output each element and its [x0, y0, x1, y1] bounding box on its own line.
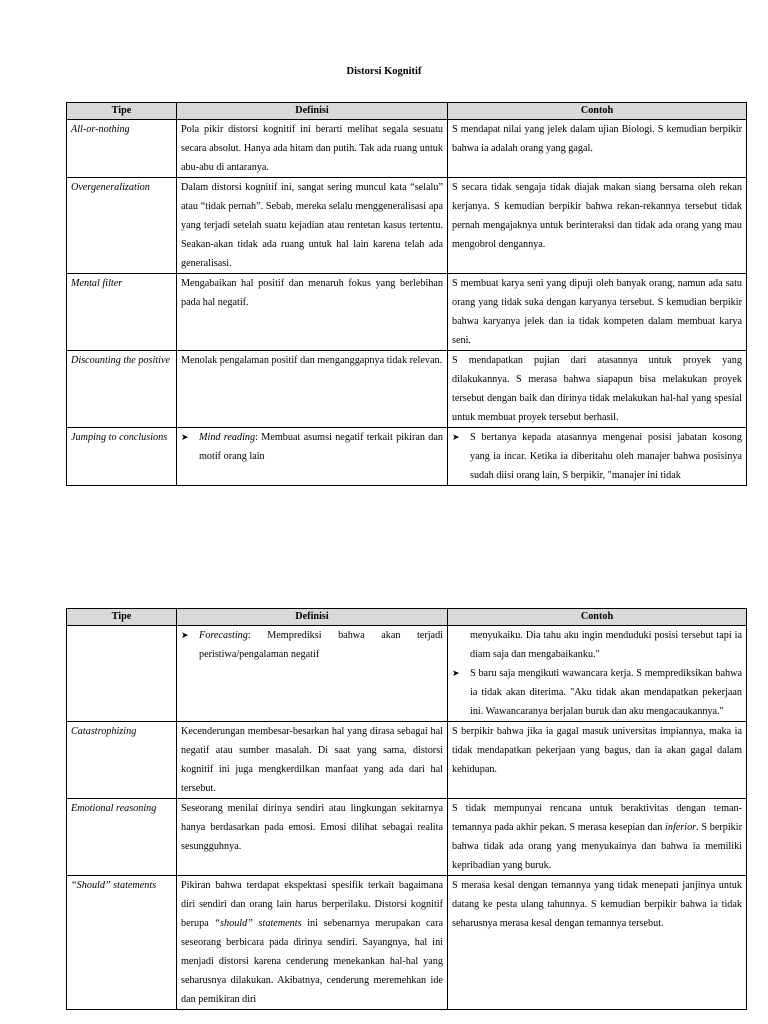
example-cell: S berpikir bahwa jika ia gagal masuk universitas impiannya, maka ia tidak mendapatkan pekerjaan yang bagus, dan ia akan gagal dalam kehidupan. — [448, 722, 747, 799]
table-row — [67, 274, 747, 351]
definition-text: Pikiran bahwa terdapat ekspektasi spesifik terkait bagaimana diri sendiri dan orang lain harus berperilaku. Distorsi kognitif berupa — [181, 880, 443, 929]
example-text: S tidak mempunyai rencana untuk beraktivitas dengan teman-temannya pada akhir pekan. S merasa kesepian dan — [452, 803, 742, 833]
type-cell: Overgeneralization — [67, 178, 177, 274]
header-example: Contoh — [448, 103, 747, 120]
definition-cell: Dalam distorsi kognitif ini, sangat sering muncul kata “selalu” atau “tidak pernah”. Sebab, mereka selalu menggeneralisasi apa yang terjadi setelah suatu kejadian atau rentetan kasus tertentu. Seakan-akan tidak ada ruang untuk hal lain karena telah ada generalisasi. — [177, 178, 448, 274]
type-cell: Discounting the positive — [67, 351, 177, 428]
definition-cell — [177, 428, 448, 486]
definition-cell: Seseorang menilai dirinya sendiri atau lingkungan sekitarnya hanya berdasarkan pada emosi. Emosi dilihat sebagai realita sesungguhnya. — [177, 799, 448, 876]
bullet-text: S bertanya kepada atasannya mengenai posisi jabatan kosong yang ia incar. Ketika ia diberitahu oleh manajer bahwa posisinya sudah diisi orang lain, S berpikir, "manajer ini tidak — [470, 432, 742, 481]
arrowhead-bullet-icon: ➤ — [452, 668, 460, 678]
bullet-text: : Memprediksi bahwa akan terjadi peristiwa/pengalaman negatif — [199, 630, 443, 660]
example-cell: S membuat karya seni yang dipuji oleh banyak orang, namun ada satu orang yang tidak suka dengan karyanya tersebut. S kemudian berpikir bahwa karyanya jelek dan ia tidak kompeten dalam membuat karya seni. — [448, 274, 747, 351]
arrowhead-bullet-icon: ➤ — [181, 630, 189, 640]
type-cell: “Should” statements — [67, 876, 177, 1010]
arrowhead-bullet-icon: ➤ — [452, 432, 460, 442]
definition-cell: Pola pikir distorsi kognitif ini berarti melihat segala sesuatu secara absolut. Hanya ada hitam dan putih. Tak ada ruang untuk abu-abu di antaranya. — [177, 120, 448, 178]
table-row — [67, 178, 747, 274]
example-term: inferior — [665, 822, 697, 833]
type-cell: Emotional reasoning — [67, 799, 177, 876]
type-cell: Jumping to conclusions — [67, 428, 177, 486]
header-definition: Definisi — [177, 609, 448, 626]
definition-cell — [177, 876, 448, 1010]
definition-cell — [177, 626, 448, 722]
bullet-item — [181, 428, 443, 466]
definition-cell: Menolak pengalaman positif dan menganggapnya tidak relevan. — [177, 351, 448, 428]
document-title: Distorsi Kognitif — [346, 66, 422, 77]
example-cell — [448, 428, 747, 486]
type-cell: Catastrophizing — [67, 722, 177, 799]
type-cell: All-or-nothing — [67, 120, 177, 178]
table-row — [67, 626, 747, 722]
bullet-item — [452, 664, 742, 721]
distortion-table-page-1 — [66, 102, 747, 486]
header-definition: Definisi — [177, 103, 448, 120]
bullet-term: Forecasting — [199, 630, 248, 641]
header-example: Contoh — [448, 609, 747, 626]
header-type: Tipe — [67, 609, 177, 626]
bullet-item — [452, 428, 742, 485]
table-row — [67, 351, 747, 428]
arrowhead-bullet-icon: ➤ — [181, 432, 189, 442]
table-header-row — [67, 103, 747, 120]
header-type: Tipe — [67, 103, 177, 120]
table-row — [67, 876, 747, 1010]
bullet-item — [181, 626, 443, 664]
table-row — [67, 722, 747, 799]
bullet-term: Mind reading — [199, 432, 256, 443]
table-row — [67, 428, 747, 486]
example-cell: S secara tidak sengaja tidak diajak makan siang bersama oleh rekan kerjanya. S kemudian berpikir bahwa rekan-rekannya tersebut tidak pernah mengajaknya untuk berinteraksi dan tidak ada orang yang mau mengobrol dengannya. — [448, 178, 747, 274]
bullet-text: S baru saja mengikuti wawancara kerja. S memprediksikan bahwa ia tidak akan diterima. "Aku tidak akan mendapatkan pekerjaan ini. Wawancaranya berjalan buruk dan aku mengacaukannya." — [470, 668, 742, 717]
example-cell — [448, 626, 747, 722]
example-cell: S mendapatkan pujian dari atasannya untuk proyek yang dilakukannya. S merasa bahwa siapapun bisa melakukan proyek tersebut dengan baik dan dirinya tidak melakukan hal-hal yang spesial untuk membuat proyek tersebut berhasil. — [448, 351, 747, 428]
bullet-continuation: menyukaiku. Dia tahu aku ingin menduduki posisi tersebut tapi ia diam saja dan mengabaikanku." — [470, 630, 742, 660]
definition-cell: Kecenderungan membesar-besarkan hal yang dirasa sebagai hal negatif atau sumber masalah. Di saat yang sama, distorsi kognitif ini juga mengkerdilkan manfaat yang ada dari hal tersebut. — [177, 722, 448, 799]
example-text: . S berpikir bahwa tidak ada orang yang menyukainya dan bahwa ia memiliki kepribadian yang buruk. — [452, 822, 742, 871]
type-cell — [67, 626, 177, 722]
definition-term: “should” statements — [214, 918, 302, 929]
definition-cell: Mengabaikan hal positif dan menaruh fokus yang berlebihan pada hal negatif. — [177, 274, 448, 351]
bullet-text: : Membuat asumsi negatif terkait pikiran dan motif orang lain — [199, 432, 443, 462]
example-cell: S mendapat nilai yang jelek dalam ujian Biologi. S kemudian berpikir bahwa ia adalah orang yang gagal. — [448, 120, 747, 178]
type-cell: Mental filter — [67, 274, 177, 351]
table-header-row — [67, 609, 747, 626]
example-cell: S merasa kesal dengan temannya yang tidak menepati janjinya untuk datang ke pesta ulang tahunnya. S kemudian berpikir bahwa ia tidak seharusnya merasa kesal dengan temannya tersebut. — [448, 876, 747, 1010]
table-row — [67, 120, 747, 178]
definition-text: ini sebenarnya merupakan cara seseorang berbicara pada dirinya sendiri. Sayangnya, hal ini menjadi distorsi karena cenderung menekankan hal-hal yang seharusnya dilakukan. Akibatnya, cenderung meremehkan ide dan pemikiran diri — [181, 918, 443, 1005]
distortion-table-page-2 — [66, 608, 747, 1010]
example-cell — [448, 799, 747, 876]
table-row — [67, 799, 747, 876]
